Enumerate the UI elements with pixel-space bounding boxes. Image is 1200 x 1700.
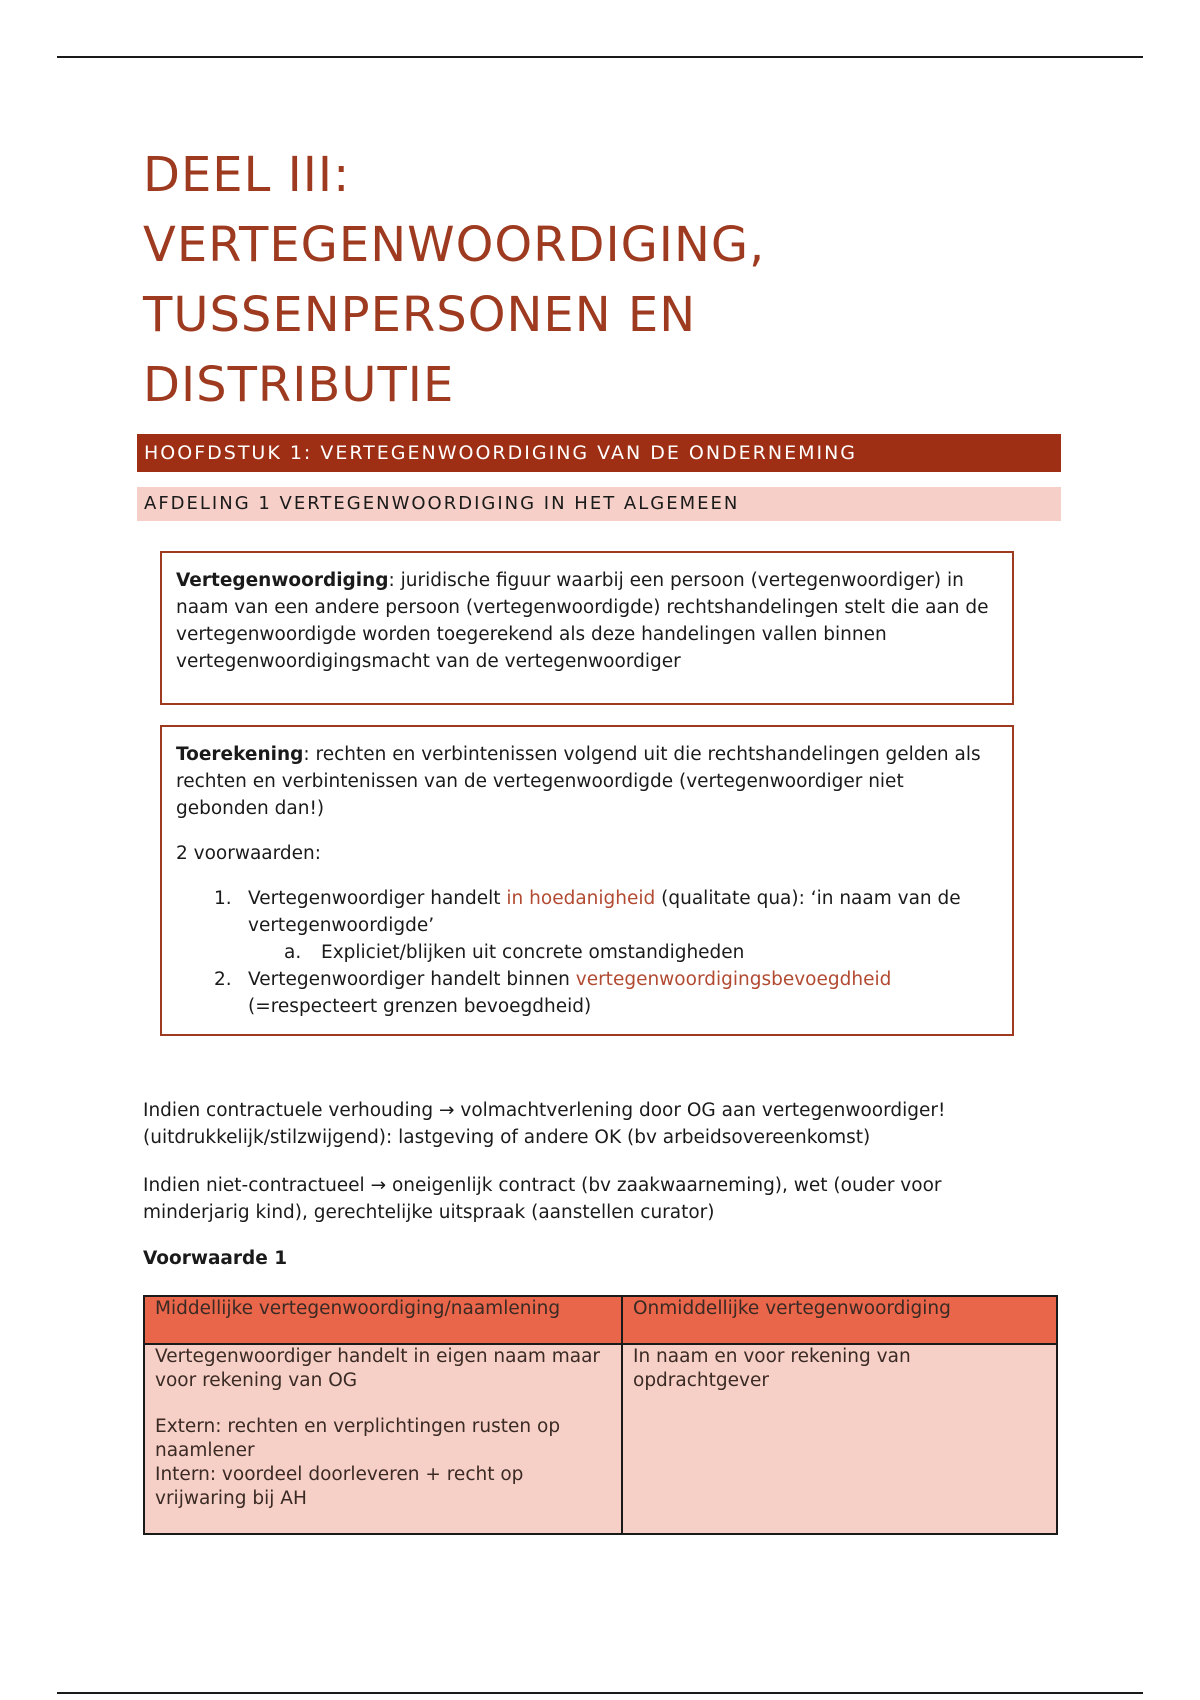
title-line: DEEL III: xyxy=(143,147,351,203)
table-row xyxy=(144,1344,1057,1534)
table-header-cell: Middellijke vertegenwoordiging/naamlening xyxy=(144,1296,622,1344)
table-cell xyxy=(144,1344,622,1534)
subheading-voorwaarde-1: Voorwaarde 1 xyxy=(143,1248,288,1269)
comparison-table xyxy=(143,1295,1058,1535)
definition-box-toerekening xyxy=(160,725,1014,1036)
title-line: TUSSENPERSONEN EN xyxy=(143,287,697,343)
footer-rule xyxy=(57,1692,1143,1694)
cell-text: In naam en voor rekening van opdrachtgever xyxy=(633,1346,911,1391)
list-text: Vertegenwoordiger handelt binnen vertegenwoordigingsbevoegdheid (=respecteert grenzen bevoegdheid) xyxy=(248,969,892,1017)
definition-text xyxy=(176,741,998,822)
title-line: DISTRIBUTIE xyxy=(143,357,455,413)
list-number: 1. xyxy=(214,888,232,909)
list-text: Vertegenwoordiger handelt in hoedanigheid (qualitate qua): ‘in naam van de vertegenwoordigde’ xyxy=(248,888,961,936)
definition-body: : juridische figuur waarbij een persoon (vertegenwoordiger) in naam van een andere persoon (vertegenwoordigde) rechtshandelingen stelt die aan de vertegenwoordigde worden toegerekend als deze handelingen vallen binnen vertegenwoordigingsmacht van de vertegenwoordiger xyxy=(176,570,989,672)
definition-term: Toerekening xyxy=(176,744,304,765)
paragraph-non-contractual: Indien niet-contractueel → oneigenlijk contract (bv zaakwaarneming), wet (ouder voor minderjarig kind), gerechtelijke uitspraak (aanstellen curator) xyxy=(143,1175,942,1223)
cell-text: Vertegenwoordiger handelt in eigen naam maar voor rekening van OG xyxy=(155,1346,601,1391)
conditions-intro: 2 voorwaarden: xyxy=(176,843,322,864)
sub-list-item xyxy=(176,939,998,966)
list-letter: a. xyxy=(284,942,302,963)
cell-text: Extern: rechten en verplichtingen rusten op naamlener Intern: voordeel doorleveren + recht op vrijwaring bij AH xyxy=(155,1416,561,1509)
highlight-term: vertegenwoordigingsbevoegdheid xyxy=(575,969,892,990)
highlight-term: in hoedanigheid xyxy=(506,888,656,909)
header-rule xyxy=(57,56,1143,58)
definition-body: : rechten en verbintenissen volgend uit die rechtshandelingen gelden als rechten en verbintenissen van de vertegenwoordigde (vertegenwoordiger niet gebonden dan!) xyxy=(176,744,981,819)
chapter-heading: HOOFDSTUK 1: VERTEGENWOORDIGING VAN DE ONDERNEMING xyxy=(137,434,1061,472)
table-cell xyxy=(622,1344,1057,1534)
conditions-list xyxy=(176,885,998,1020)
definition-term: Vertegenwoordiging xyxy=(176,570,389,591)
section-heading: AFDELING 1 VERTEGENWOORDIGING IN HET ALGEMEEN xyxy=(137,487,1061,521)
table-header-row xyxy=(144,1296,1057,1344)
list-item xyxy=(176,885,998,966)
table-header-cell: Onmiddellijke vertegenwoordiging xyxy=(622,1296,1057,1344)
paragraph-contractual: Indien contractuele verhouding → volmachtverlening door OG aan vertegenwoordiger! (uitdrukkelijk/stilzwijgend): lastgeving of andere OK (bv arbeidsovereenkomst) xyxy=(143,1100,946,1148)
page-title xyxy=(143,140,1043,420)
title-line: VERTEGENWOORDIGING, xyxy=(143,217,766,273)
list-number: 2. xyxy=(214,969,232,990)
definition-box-vertegenwoordiging xyxy=(160,551,1014,705)
sub-list-text: Expliciet/blijken uit concrete omstandigheden xyxy=(321,942,745,963)
list-item xyxy=(176,966,998,1020)
definition-text xyxy=(176,567,998,675)
